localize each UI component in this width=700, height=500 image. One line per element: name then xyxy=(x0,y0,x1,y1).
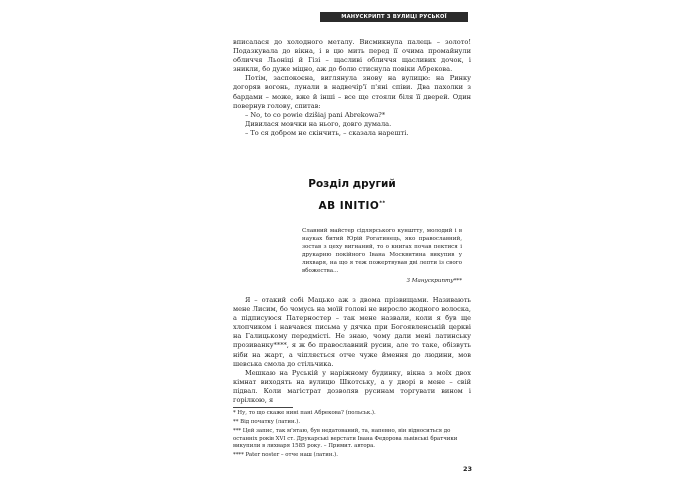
dialogue-line: – То ся добром не скінчить, – сказала нарешті. xyxy=(245,128,409,137)
footnote: * Ну, то що скаже нині пані Абрекова? (польськ.). xyxy=(233,410,376,416)
footnote: *** Цей запис, так м'ятаю, був недатований, та, напевно, він відноситься до останніх років XVI ст. Друкарські верстати Івана Федорова львівські братчики викупили в лихваря 1585 року. – Примит. автора. xyxy=(233,428,458,450)
chapter-label: Розділ другий xyxy=(308,178,396,190)
footnotes xyxy=(233,410,471,462)
chapter-title xyxy=(233,200,471,212)
epigraph-text: Славний майстер сідлярського кунштту, молодий і в науках битий Юрій Рогатинець, яко православний, зостав з цеху вигнаний, то о книгах почав пектися і друкарню покійного Івана Москвитина викупив у лихваря, на що я теж пожертвував дві лепти із свого вбожества… xyxy=(302,228,462,275)
footnote-divider xyxy=(233,407,293,408)
epigraph xyxy=(302,227,462,285)
paragraph: Дивилася мовчки на нього, довго думала. xyxy=(245,119,392,128)
paragraph: Я – отакий собі Мацько аж з двома прізвищами. Називають мене Лисим, бо чомусь на моїй голові не виросло жодного волоска, а підписуюся Патерностер – так мене назвали, коли я був ще хлопчиком і навчався письма у дячка при Богоявленській церкві на Галицькому передмісті. Не знаю, чому дали мені латинську прозиванку****, я ж бо православний русин, але то таке, обізвуть ніби на жарт, а чіпляється отче чуже ймення до людини, мов шевська смола до стільчика. xyxy=(233,296,471,368)
footnote: ** Від початку (латин.). xyxy=(233,419,301,426)
paragraph: Потім, заспокоєна, виглянула знову на вулицю: на Ринку догоряв вогонь, лунали в надвечір'ї п'яні співи. Два пахолки з бардами – може, вже й інші – все ще стояли біля її дверей. Один повернув голову, спитав: xyxy=(233,74,471,110)
footnote-mark: ** xyxy=(379,200,386,207)
footnote: **** Pater noster – отче наш (латин.). xyxy=(233,452,338,459)
page-number: 23 xyxy=(462,465,472,473)
epigraph-source: З Манускрипту*** xyxy=(406,277,462,284)
running-head: МАНУСКРИПТ З ВУЛИЦІ РУСЬКОЇ xyxy=(320,12,468,22)
paragraph: Мешкаю на Руській у наріжному будинку, вікна з моїх двох кімнат виходять на вулицю Шкотську, а у дворі в мене – свій підвал. Коли магістрат дозволяв русинам торгувати вином і горілкою, я xyxy=(233,368,471,405)
chapter-title-text: AB INITIO xyxy=(318,200,380,212)
top-text-block xyxy=(233,38,471,138)
bottom-text-block xyxy=(233,296,471,405)
dialogue-line: – No, to co powie dzišiaj pani Abrekowa?* xyxy=(245,110,386,119)
paragraph: вписалася до холодного металу. Висмикнула палець – золото! Подазкувала до вікна, і в цю мить перед її очима промайнули обличчя Льоніці й Гізі – щасливі обличчя щасливих дочок, і зникли, бо дуже міцно, аж до болю стиснула повіки Абрекова. xyxy=(233,38,471,74)
